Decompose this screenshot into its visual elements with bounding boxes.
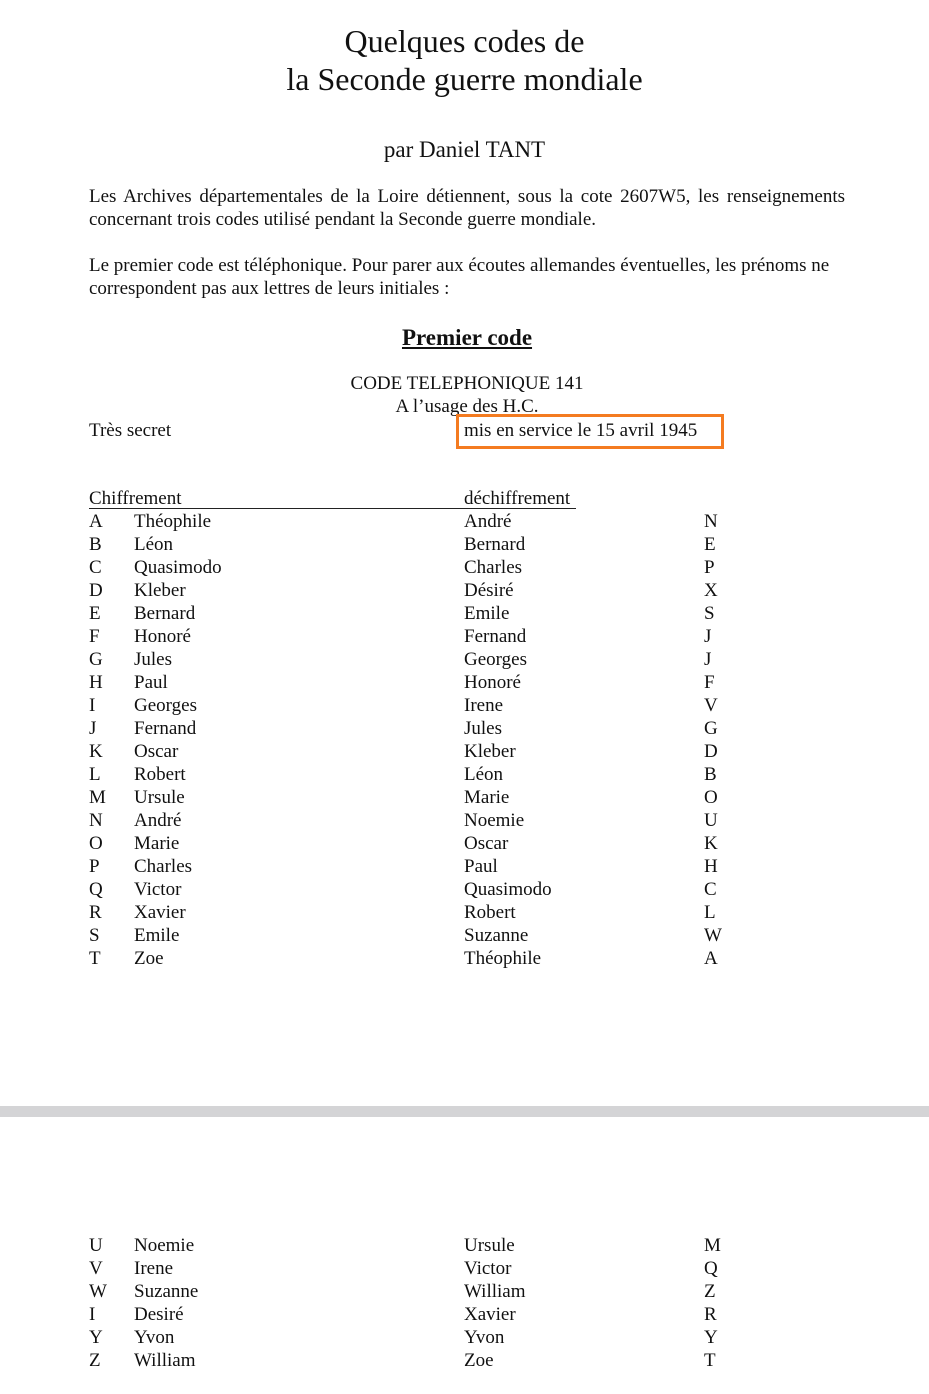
cipher-name: Jules	[134, 649, 172, 670]
table-row	[0, 1280, 929, 1303]
cipher-name: Zoe	[134, 948, 164, 969]
decipher-letter: K	[704, 833, 718, 854]
decipher-letter: B	[704, 764, 717, 785]
cipher-letter: O	[89, 833, 103, 854]
table-row	[0, 901, 929, 924]
cipher-letter: Z	[89, 1350, 101, 1371]
cipher-letter: P	[89, 856, 100, 877]
decipher-letter: L	[704, 902, 716, 923]
decipher-letter: P	[704, 557, 715, 578]
classification-label: Très secret	[89, 420, 172, 441]
cipher-name: Robert	[134, 764, 186, 785]
decipher-name: Paul	[464, 856, 498, 877]
cipher-letter: J	[89, 718, 97, 739]
cipher-name: Noemie	[134, 1235, 195, 1256]
cipher-name: Oscar	[134, 741, 179, 762]
cipher-letter: C	[89, 557, 102, 578]
cipher-letter: H	[89, 672, 103, 693]
cipher-name: Xavier	[134, 902, 186, 923]
table-row	[0, 924, 929, 947]
decipher-name: Désiré	[464, 580, 514, 601]
cipher-letter: T	[89, 948, 101, 969]
decipher-name: Marie	[464, 787, 510, 808]
service-date: mis en service le 15 avril 1945	[464, 420, 698, 441]
cipher-letter: K	[89, 741, 103, 762]
decipher-name: Charles	[464, 557, 523, 578]
header-encryption: Chiffrement	[89, 488, 182, 509]
cipher-letter: I	[89, 1304, 96, 1325]
cipher-name: Suzanne	[134, 1281, 199, 1302]
cipher-name: Desiré	[134, 1304, 184, 1325]
decipher-letter: Y	[704, 1327, 718, 1348]
cipher-name: Yvon	[134, 1327, 175, 1348]
cipher-name: Fernand	[134, 718, 197, 739]
author-byline: par Daniel TANT	[383, 137, 546, 162]
decipher-letter: G	[704, 718, 718, 739]
decipher-letter: R	[704, 1304, 717, 1325]
document-title-line-2: la Seconde guerre mondiale	[286, 61, 643, 97]
cipher-letter: B	[89, 534, 102, 555]
cipher-name: Victor	[134, 879, 182, 900]
header-decryption: déchiffrement	[464, 488, 571, 509]
decipher-name: Théophile	[464, 948, 542, 969]
cipher-letter: D	[89, 580, 103, 601]
decipher-letter: Q	[704, 1258, 718, 1279]
code-usage: A l’usage des H.C.	[395, 396, 539, 417]
page-separator	[0, 1106, 929, 1117]
cipher-name: Marie	[134, 833, 180, 854]
cipher-letter: Q	[89, 879, 103, 900]
cipher-letter: S	[89, 925, 100, 946]
table-row	[0, 625, 929, 648]
table-row	[0, 648, 929, 671]
decipher-name: Irene	[464, 695, 504, 716]
cipher-name: Georges	[134, 695, 197, 716]
table-row	[0, 1234, 929, 1257]
table-row	[0, 694, 929, 717]
decipher-name: Victor	[464, 1258, 512, 1279]
decipher-letter: C	[704, 879, 717, 900]
first-code-paragraph: Le premier code est téléphonique. Pour parer aux écoutes allemandes éventuelles, les prénoms ne correspondent pas aux lettres de leurs initiales :	[89, 255, 830, 299]
decipher-name: Jules	[464, 718, 502, 739]
decipher-name: Bernard	[464, 534, 526, 555]
cipher-letter: R	[89, 902, 102, 923]
cipher-letter: A	[89, 511, 103, 532]
decipher-letter: D	[704, 741, 718, 762]
table-row	[0, 809, 929, 832]
cipher-letter: G	[89, 649, 103, 670]
table-row	[0, 947, 929, 970]
cipher-letter: W	[89, 1281, 107, 1302]
decipher-letter: T	[704, 1350, 716, 1371]
code-name: CODE TELEPHONIQUE 141	[350, 373, 584, 394]
decipher-name: Léon	[464, 764, 504, 785]
decipher-name: William	[464, 1281, 526, 1302]
table-row	[0, 671, 929, 694]
cipher-name: Ursule	[134, 787, 185, 808]
decipher-name: Noemie	[464, 810, 525, 831]
decipher-name: Robert	[464, 902, 516, 923]
decipher-letter: N	[704, 511, 718, 532]
cipher-letter: N	[89, 810, 103, 831]
cipher-letter: L	[89, 764, 101, 785]
cipher-name: Kleber	[134, 580, 186, 601]
table-row	[0, 786, 929, 809]
cipher-name: Théophile	[134, 511, 212, 532]
table-row	[0, 832, 929, 855]
table-row	[0, 1349, 929, 1372]
table-row	[0, 602, 929, 625]
cipher-name: Quasimodo	[134, 557, 222, 578]
intro-paragraph: Les Archives départementales de la Loire détiennent, sous la cote 2607W5, les renseignements concernant trois codes utilisé pendant la Seconde guerre mondiale.	[89, 186, 845, 230]
cipher-letter: M	[89, 787, 106, 808]
cipher-letter: E	[89, 603, 101, 624]
cipher-name: Emile	[134, 925, 180, 946]
decipher-letter: J	[704, 649, 712, 670]
document-title-line-1: Quelques codes de	[344, 23, 585, 59]
decipher-name: Oscar	[464, 833, 509, 854]
decipher-name: Fernand	[464, 626, 527, 647]
decipher-name: Georges	[464, 649, 527, 670]
decipher-name: Kleber	[464, 741, 516, 762]
header-underline	[89, 508, 576, 509]
cipher-letter: V	[89, 1258, 103, 1279]
cipher-name: Charles	[134, 856, 193, 877]
decipher-name: Honoré	[464, 672, 521, 693]
decipher-name: Ursule	[464, 1235, 515, 1256]
cipher-name: Paul	[134, 672, 168, 693]
cipher-name: Bernard	[134, 603, 196, 624]
decipher-letter: A	[704, 948, 718, 969]
decipher-name: Zoe	[464, 1350, 494, 1371]
table-row	[0, 556, 929, 579]
decipher-name: Quasimodo	[464, 879, 552, 900]
decipher-letter: F	[704, 672, 715, 693]
table-row	[0, 533, 929, 556]
table-row	[0, 579, 929, 602]
table-row	[0, 740, 929, 763]
cipher-name: William	[134, 1350, 196, 1371]
table-row	[0, 763, 929, 786]
decipher-letter: Z	[704, 1281, 716, 1302]
decipher-name: Yvon	[464, 1327, 505, 1348]
table-row	[0, 1326, 929, 1349]
cipher-letter: Y	[89, 1327, 103, 1348]
cipher-letter: U	[89, 1235, 103, 1256]
decipher-letter: H	[704, 856, 718, 877]
section-title: Premier code	[401, 325, 533, 350]
decipher-name: Suzanne	[464, 925, 529, 946]
decipher-letter: E	[704, 534, 716, 555]
decipher-name: André	[464, 511, 512, 532]
decipher-letter: V	[704, 695, 718, 716]
decipher-letter: M	[704, 1235, 721, 1256]
decipher-letter: X	[704, 580, 718, 601]
cipher-name: André	[134, 810, 182, 831]
table-row	[0, 878, 929, 901]
table-row	[0, 717, 929, 740]
decipher-letter: U	[704, 810, 718, 831]
decipher-letter: J	[704, 626, 712, 647]
cipher-name: Honoré	[134, 626, 191, 647]
decipher-letter: O	[704, 787, 718, 808]
decipher-letter: S	[704, 603, 715, 624]
cipher-letter: F	[89, 626, 100, 647]
cipher-letter: I	[89, 695, 96, 716]
table-row	[0, 1303, 929, 1326]
cipher-name: Léon	[134, 534, 174, 555]
decipher-letter: W	[704, 925, 722, 946]
table-row	[0, 510, 929, 533]
decipher-name: Xavier	[464, 1304, 516, 1325]
table-row	[0, 855, 929, 878]
table-row	[0, 1257, 929, 1280]
decipher-name: Emile	[464, 603, 510, 624]
cipher-name: Irene	[134, 1258, 174, 1279]
